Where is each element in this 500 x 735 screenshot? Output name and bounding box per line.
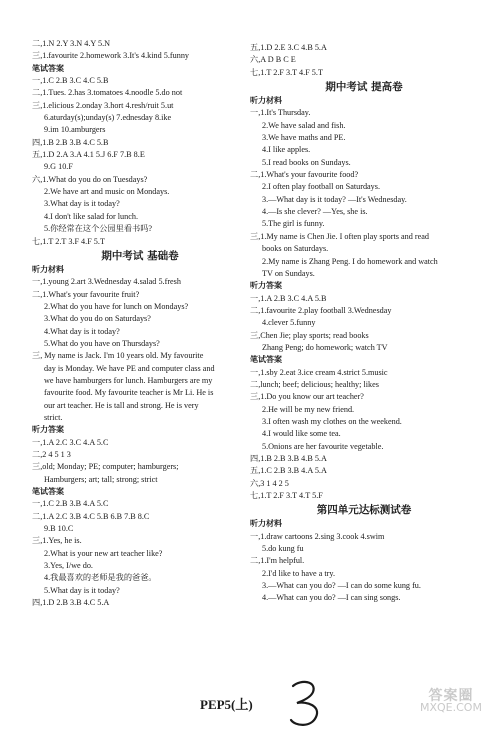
answer-line: TV on Sundays. bbox=[262, 268, 315, 278]
answer-line: 2.What is your new art teacher like? bbox=[44, 548, 163, 558]
answer-line: 二,1.favourite 2.play football 3.Wednesday bbox=[250, 305, 392, 315]
page-number bbox=[285, 678, 325, 735]
answer-line: 2.I often play football on Saturdays. bbox=[262, 182, 381, 192]
subsection-heading: 听力答案 bbox=[250, 281, 282, 291]
answer-line: 4.clever 5.funny bbox=[262, 318, 316, 328]
answer-line: 4.—What can you do? —I can sing songs. bbox=[262, 593, 401, 603]
left-column bbox=[32, 38, 248, 609]
answer-line: strict. bbox=[44, 412, 63, 422]
answer-line: 一,1.A 2.C 3.C 4.A 5.C bbox=[32, 437, 109, 447]
answer-line: 二,1.What's your favourite fruit? bbox=[32, 289, 140, 299]
answer-line: 四,1.B 2.B 3.B 4.C 5.B bbox=[32, 137, 109, 147]
answer-line: Hamburgers; art; tall; strong; strict bbox=[44, 474, 158, 484]
answer-line: 5.I read books on Sundays. bbox=[262, 157, 351, 167]
answer-line: 3.What do you do on Saturdays? bbox=[44, 314, 151, 324]
answer-line: 六,3 1 4 2 5 bbox=[250, 478, 289, 488]
subsection-heading: 听力材料 bbox=[250, 96, 282, 106]
answer-line: our art teacher. He is tall and strong. He is very bbox=[44, 400, 199, 410]
answer-line: 三,old; Monday; PE; computer; hamburgers; bbox=[32, 462, 179, 472]
answer-line: 二,1.I'm helpful. bbox=[250, 556, 305, 566]
answer-line: 二,1.A 2.C 3.B 4.C 5.B 6.B 7.B 8.C bbox=[32, 511, 150, 521]
watermark-url: MXQE.COM bbox=[420, 701, 482, 714]
answer-line: 四,1.B 2.B 3.B 4.B 5.A bbox=[250, 454, 327, 463]
answer-line: 一,1.young 2.art 3.Wednesday 4.salad 5.fresh bbox=[32, 277, 181, 287]
subsection-heading: 听力答案 bbox=[32, 425, 64, 435]
answer-line: 七,1.T 2.F 3.T 4.F 5.T bbox=[250, 67, 323, 77]
answer-line: 9.B 10.C bbox=[44, 524, 74, 534]
handwritten-page-number bbox=[285, 678, 325, 730]
answer-line: 三,Chen Jie; play sports; read books bbox=[250, 330, 369, 340]
answer-line: 五,1.D 2.E 3.C 4.B 5.A bbox=[250, 43, 327, 52]
answer-line: 2.I'd like to have a try. bbox=[262, 568, 336, 578]
answer-line: 二,1.Tues. 2.has 3.tomatoes 4.noodle 5.do not bbox=[32, 88, 183, 98]
answer-line: 二,2 4 5 1 3 bbox=[32, 450, 71, 459]
answer-line: 三,1.favourite 2.homework 3.It's 4.kind 5.funny bbox=[32, 51, 190, 61]
section-title: 期中考试 提高卷 bbox=[325, 81, 403, 94]
answer-line: day is Monday. We have PE and computer class and bbox=[44, 363, 215, 373]
answer-line: 5.Onions are her favourite vegetable. bbox=[262, 441, 384, 451]
answer-line: 二,1.N 2.Y 3.N 4.Y 5.N bbox=[32, 39, 111, 48]
answer-line: 3.—What can you do? —I can do some kung fu. bbox=[262, 581, 421, 591]
answer-line: we have hamburgers for lunch. Hamburgers are my bbox=[44, 375, 213, 385]
answer-line: 5.What do you have on Thursdays? bbox=[44, 338, 160, 348]
answer-line: 三,1.Do you know our art teacher? bbox=[250, 392, 364, 402]
answer-line: 2.We have salad and fish. bbox=[262, 120, 346, 130]
answer-line: 一,1.C 2.B 3.B 4.A 5.C bbox=[32, 499, 109, 509]
answer-line: 2.We have art and music on Mondays. bbox=[44, 187, 170, 197]
answer-line: favourite food. My favourite teacher is Mr Li. He is bbox=[44, 388, 214, 398]
answer-line: 5.The girl is funny. bbox=[262, 219, 325, 229]
answer-line: 一,1.draw cartoons 2.sing 3.cook 4.swim bbox=[250, 531, 385, 541]
answer-line: 6.aturday(s);unday(s) 7.ednesday 8.ike bbox=[44, 113, 172, 123]
subsection-heading: 笔试答案 bbox=[250, 355, 282, 365]
answer-line: 3.We have maths and PE. bbox=[262, 133, 346, 143]
answer-line: 二,lunch; beef; delicious; healthy; likes bbox=[250, 379, 379, 389]
answer-line: 三,1.My name is Chen Jie. I often play sports and read bbox=[250, 231, 429, 241]
answer-line: 4.What day is it today? bbox=[44, 326, 120, 336]
answer-line: 五,1.D 2.A 3.A 4.1 5.J 6.F 7.B 8.E bbox=[32, 150, 145, 160]
watermark bbox=[420, 690, 482, 714]
answer-line: 三, My name is Jack. I'm 10 years old. My favourite bbox=[32, 351, 204, 361]
subsection-heading: 听力材料 bbox=[32, 264, 64, 274]
subsection-heading: 听力材料 bbox=[250, 519, 282, 529]
answer-line: 六,1.What do you do on Tuesdays? bbox=[32, 174, 148, 184]
answer-line: 七,1.T 2.T 3.F 4.F 5.T bbox=[32, 236, 105, 246]
subsection-heading: 笔试答案 bbox=[32, 63, 64, 73]
subsection-heading: 笔试答案 bbox=[32, 487, 64, 497]
answer-line: 9.G 10.F bbox=[44, 162, 73, 172]
answer-line: 一,1.sby 2.eat 3.ice cream 4.strict 5.music bbox=[250, 367, 388, 377]
answer-line: 5.你经常在这个公园里看书吗? bbox=[44, 224, 153, 234]
answer-line: 3.I often wash my clothes on the weekend. bbox=[262, 416, 402, 426]
answer-line: 5.do kung fu bbox=[262, 544, 304, 554]
section-title: 第四单元达标测试卷 bbox=[316, 504, 412, 517]
answer-line: 一,1.It's Thursday. bbox=[250, 108, 311, 118]
answer-line: 一,1.A 2.B 3.C 4.A 5.B bbox=[250, 293, 327, 303]
answer-line: 9.im 10.amburgers bbox=[44, 125, 106, 135]
answer-line: 4.I like apples. bbox=[262, 145, 311, 155]
answer-line: Zhang Peng; do homework; watch TV bbox=[262, 342, 388, 352]
section-title: 期中考试 基础卷 bbox=[101, 249, 179, 262]
answer-line: 5.What day is it today? bbox=[44, 585, 120, 595]
answer-line: 3.What day is it today? bbox=[44, 199, 120, 209]
answer-line: 3.—What day is it today? —It's Wednesday. bbox=[262, 194, 407, 204]
answer-line: 4.—Is she clever? —Yes, she is. bbox=[262, 207, 368, 217]
answer-line: 五,1.C 2.B 3.B 4.A 5.A bbox=[250, 466, 327, 476]
right-column bbox=[250, 42, 478, 605]
answer-line: 二,1.What's your favourite food? bbox=[250, 170, 359, 180]
answer-line: 六,A D B C E bbox=[250, 55, 296, 65]
answer-line: 2.My name is Zhang Peng. I do homework and watch bbox=[262, 256, 438, 266]
answer-line: 2.What do you have for lunch on Mondays? bbox=[44, 301, 189, 311]
book-code: PEP5(上) bbox=[200, 697, 253, 712]
answer-line: 七,1.T 2.F 3.T 4.T 5.F bbox=[250, 491, 323, 501]
answer-line: 2.He will be my new friend. bbox=[262, 404, 355, 414]
answer-line: 三,1.Yes, he is. bbox=[32, 536, 82, 546]
answer-line: 3.Yes, I/we do. bbox=[44, 561, 93, 571]
answer-line: books on Saturdays. bbox=[262, 244, 329, 254]
watermark-logo-text: 答案圈 bbox=[428, 688, 474, 704]
answer-line: 4.I would like some tea. bbox=[262, 429, 341, 439]
answer-line: 4.I don't like salad for lunch. bbox=[44, 211, 139, 221]
answer-line: 一,1.C 2.B 3.C 4.C 5.B bbox=[32, 76, 109, 86]
answer-line: 四,1.D 2.B 3.B 4.C 5.A bbox=[32, 598, 110, 608]
answer-line: 4.我最喜欢的老师是我的爸爸。 bbox=[44, 573, 157, 583]
answer-line: 三,1.elicious 2.onday 3.hort 4.resh/ruit 5.ut bbox=[32, 100, 174, 110]
